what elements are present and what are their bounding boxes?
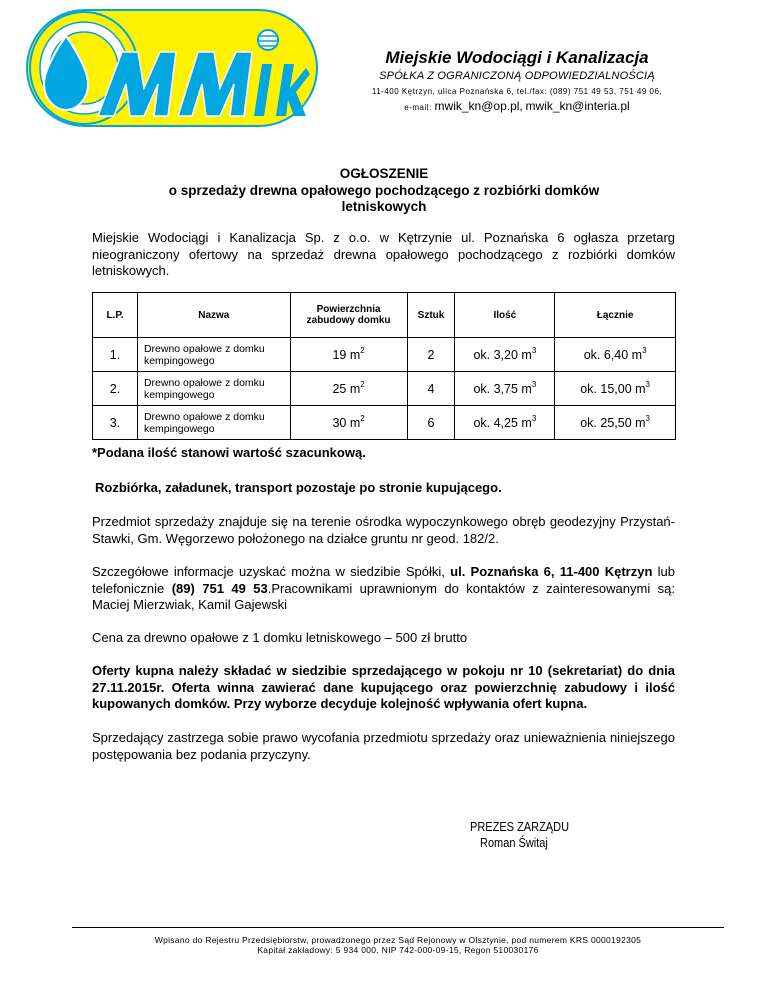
email-link-2[interactable]: mwik_kn@interia.pl [525,99,630,113]
offers-paragraph: Oferty kupna należy składać w siedzibie sprzedającego w pokoju nr 10 (sekretariat) do dnia 27.11.2015r. Oferta winna zawierać dane kupującego oraz powierzchnię zabudowy i ilość kupowanych domków. Przy wyborze decyduje kolejność wpływania ofert kupna. [92,663,675,711]
signature-role: PREZES ZARZĄDU [470,820,570,834]
estimate-note: *Podana ilość stanowi wartość szacunkową. [92,445,366,460]
reserve-paragraph: Sprzedający zastrzega sobie prawo wycofania przedmiotu sprzedaży oraz unieważnienia niniejszego postępowania bez podania przyczyny. [92,730,675,762]
cell-name: Drewno opałowe z domku kempingowego [137,406,290,440]
email-link-1[interactable]: mwik_kn@op.pl [434,99,520,113]
cell-name: Drewno opałowe z domku kempingowego [137,372,290,406]
header-area: Powierzchnia zabudowy domku [290,293,407,338]
footer-capital: Kapitał zakładowy: 5 934 000, NIP 742-000-09-15, Regon 510030176 [257,945,539,955]
header-qty: Ilość [455,293,555,338]
table-row [93,372,676,406]
cell-lp: 3. [93,406,138,440]
email-label: e-mail: [404,103,432,112]
signature-name: Roman Świtaj [480,836,548,850]
cell-lp: 1. [93,338,138,372]
contact-paragraph: Szczegółowe informacje uzyskać można w siedzibie Spółki, ul. Poznańska 6, 11-400 Kętrzyn lub telefonicznie (89) 751 49 53.Pracownikami uprawnionym do kontaktów z zainteresowanymi są: Maciej Mierzwiak, Kamil Gajewski [92,564,675,612]
header-lp: L.P. [93,293,138,338]
cell-count: 2 [407,338,455,372]
company-logo [26,8,318,128]
cell-name: Drewno opałowe z domku kempingowego [137,338,290,372]
email-separator: , [519,99,523,113]
intro-paragraph: Miejskie Wodociągi i Kanalizacja Sp. z o.o. w Kętrzynie ul. Poznańska 6 ogłasza przetarg nieograniczony ofertowy na sprzedaż drewna opałowego pochodzącego z rozbiórki domków letniskowych. [92,230,675,278]
company-email-line [292,99,742,113]
buyer-responsibility-note: Rozbiórka, załadunek, transport pozostaje po stronie kupującego. [95,480,502,495]
price-paragraph: Cena za drewno opałowe z 1 domku letniskowego – 500 zł brutto [92,630,468,645]
cell-qty: ok. 3,20 $m^3$ [455,338,555,372]
cell-total: ok. 25,50 $m^3$ [555,406,676,440]
announcement-subtitle-cont: letniskowych [341,199,427,214]
header-count: Sztuk [407,293,455,338]
footer-divider [72,927,724,928]
header-name: Nazwa [137,293,290,338]
cell-qty: ok. 4,25 $m^3$ [455,406,555,440]
company-name: Miejskie Wodociągi i Kanalizacja [385,48,649,67]
cell-count: 4 [407,372,455,406]
cell-count: 6 [407,406,455,440]
table-header-row [93,293,676,338]
cell-total: ok. 6,40 $m^3$ [555,338,676,372]
office-address: ul. Poznańska 6, 11-400 Kętrzyn [450,564,653,579]
company-address: 11-400 Kętrzyn, ulica Poznańska 6, tel./fax: (089) 751 49 53, 751 49 06, [371,87,663,96]
header-total: Łącznie [555,293,676,338]
items-table [92,292,676,440]
cell-qty: ok. 3,75 $m^3$ [455,372,555,406]
company-legal-form: SPÓŁKA Z OGRANICZONĄ ODPOWIEDZIALNOŚCIĄ [379,70,655,82]
table-row [93,338,676,372]
announcement-title: OGŁOSZENIE [339,166,429,181]
phone-number: (89) 751 49 53 [171,580,268,596]
cell-total: ok. 15,00 $m^3$ [555,372,676,406]
table-row [93,406,676,440]
location-paragraph: Przedmiot sprzedaży znajduje się na terenie ośrodka wypoczynkowego obręb geodezyjny Przystań-Stawki, Gm. Węgorzewo położonego na działce gruntu nr geod. 182/2. [92,514,675,546]
cell-area: 19 $m^2$ [290,338,407,372]
cell-lp: 2. [93,372,138,406]
cell-area: 30 $m^2$ [290,406,407,440]
cell-area: 25 $m^2$ [290,372,407,406]
footer-registry: Wpisano do Rejestru Przedsiębiorstw, prowadzonego przez Sąd Rejonowy w Olsztynie, pod numerem KRS 0000192305 [154,935,642,945]
announcement-subtitle: o sprzedaży drewna opałowego pochodzącego z rozbiórki domków [168,183,600,198]
